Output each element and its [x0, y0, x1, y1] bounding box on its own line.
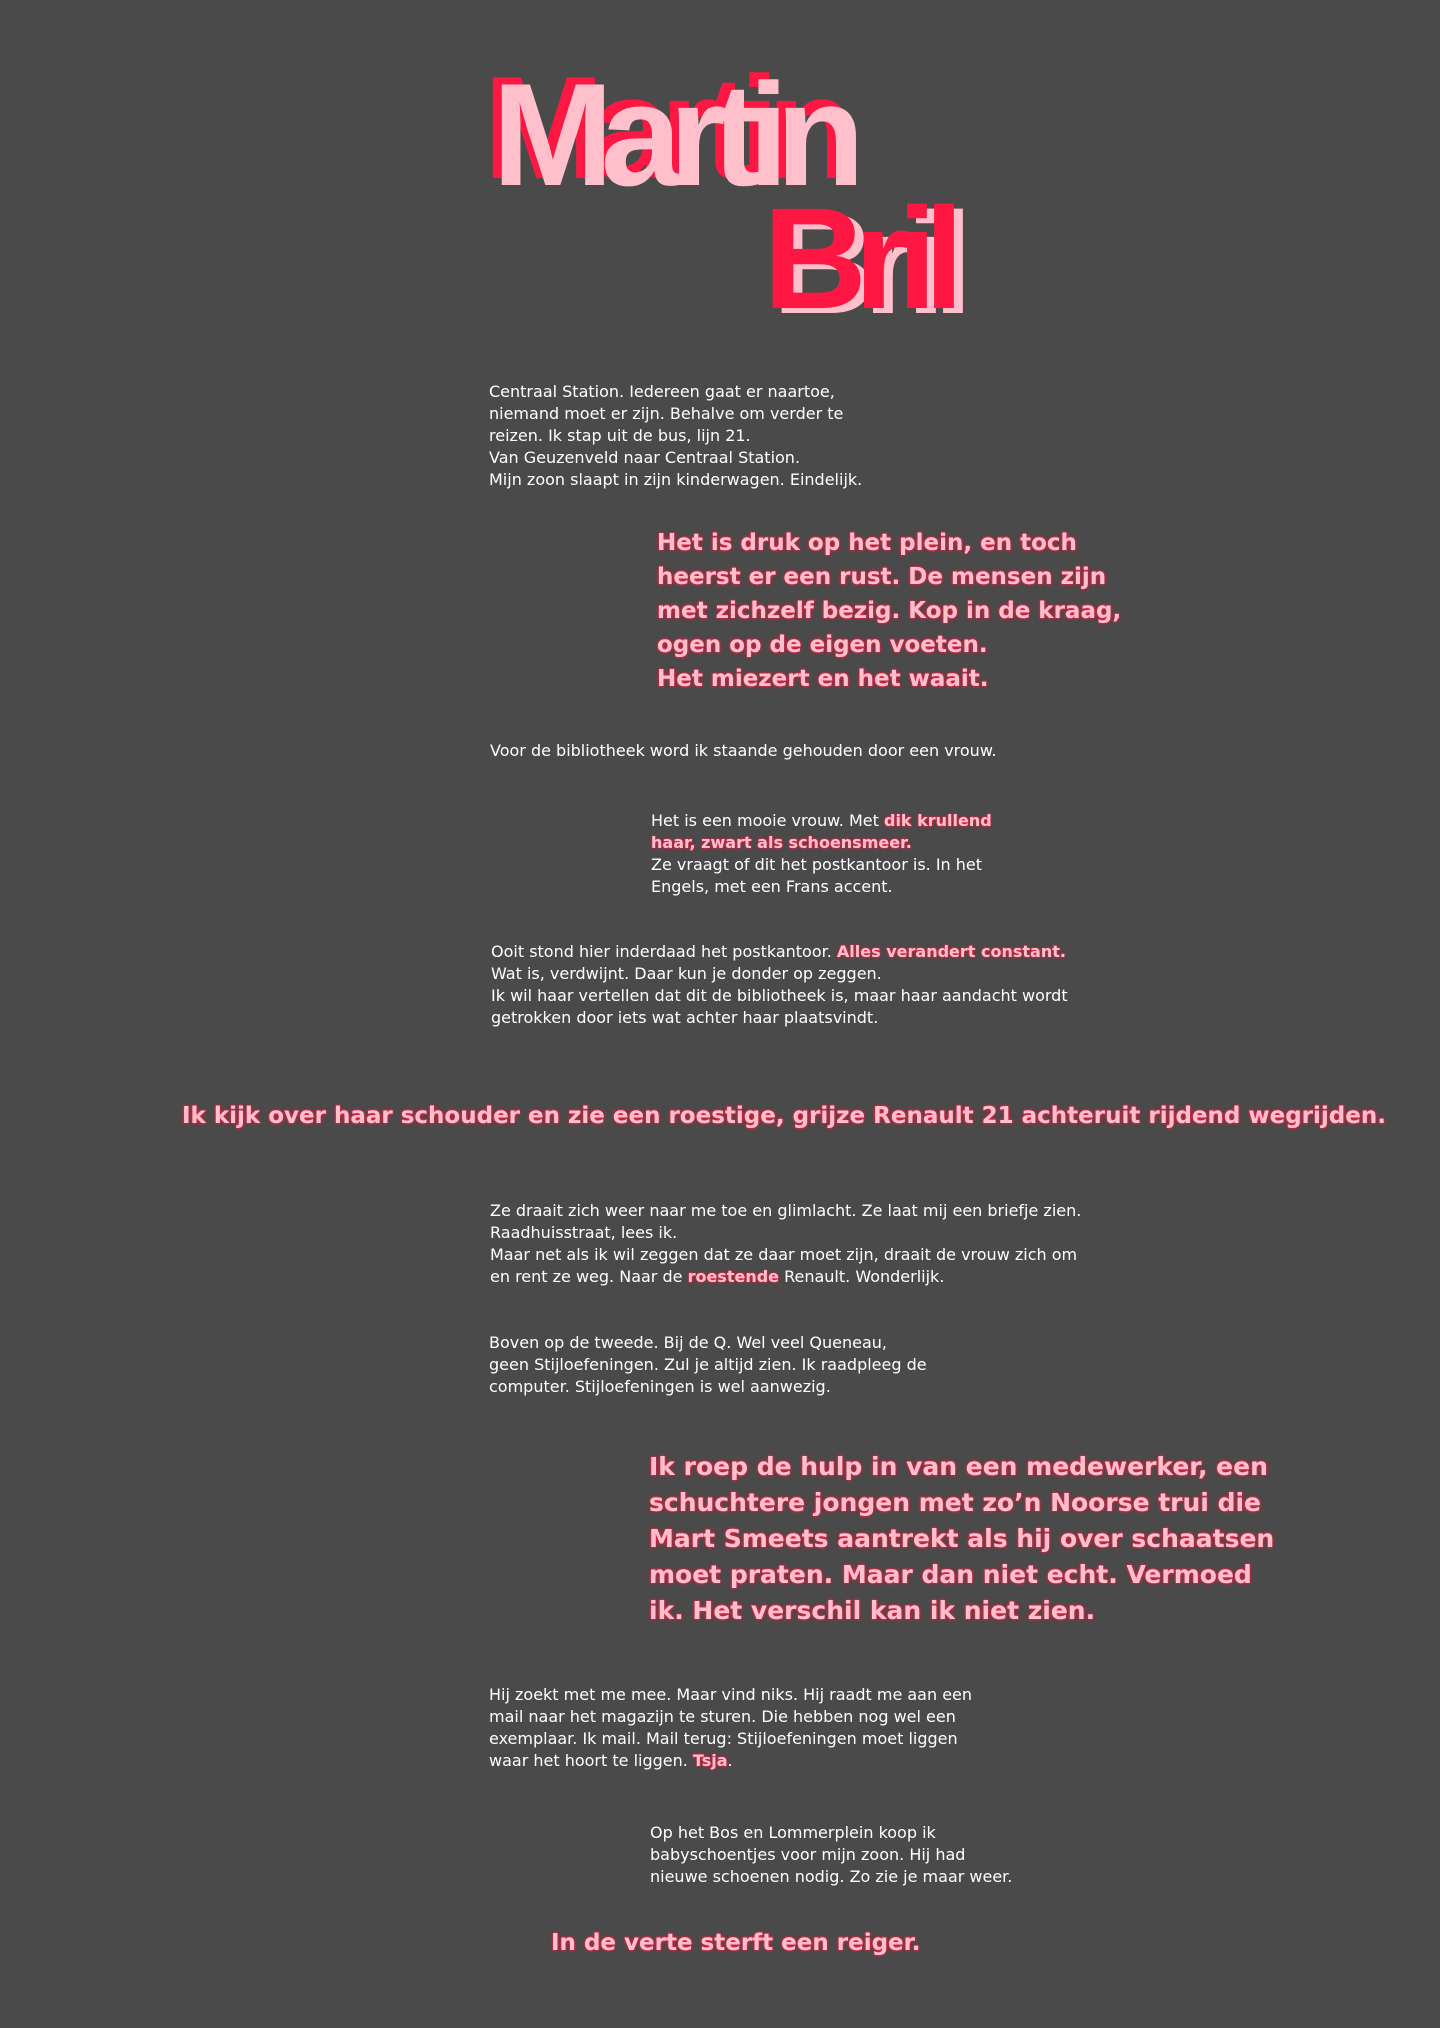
paragraph-bibliotheek	[490, 740, 997, 762]
text-line: Ik wil haar vertellen dat dit de bibliotheek is, maar haar aandacht wordt	[491, 986, 1068, 1005]
text-line: Voor de bibliotheek word ik staande gehouden door een vrouw.	[490, 741, 997, 760]
text-line	[651, 832, 992, 854]
text-line: Raadhuisstraat, lees ik.	[490, 1223, 678, 1242]
text-line: mail naar het magazijn te sturen. Die hebben nog wel een	[489, 1707, 956, 1726]
text-line: Van Geuzenveld naar Centraal Station.	[489, 448, 801, 467]
text-line: nieuwe schoenen nodig. Zo zie je maar weer.	[650, 1867, 1013, 1886]
quote-line: met zichzelf bezig. Kop in de kraag,	[657, 598, 1122, 624]
quote-line: Het miezert en het waait.	[657, 666, 989, 692]
paragraph-mooie-vrouw	[651, 810, 992, 898]
paragraph-magazijn	[489, 1684, 972, 1772]
quote-line: Ik roep de hulp in van een medewerker, een	[649, 1452, 1268, 1481]
paragraph-briefje	[490, 1200, 1081, 1288]
text-plain: Het is een mooie vrouw. Met	[651, 811, 884, 830]
quote-line: ogen op de eigen voeten.	[657, 632, 988, 658]
text-line: Boven op de tweede. Bij de Q. Wel veel Queneau,	[489, 1333, 887, 1352]
paragraph-queneau	[489, 1332, 927, 1398]
text-line: Mijn zoon slaapt in zijn kinderwagen. Eindelijk.	[489, 470, 863, 489]
text-line: babyschoentjes voor mijn zoon. Hij had	[650, 1845, 966, 1864]
paragraph-babyschoentjes	[650, 1822, 1012, 1888]
text-line: exemplaar. Ik mail. Mail terug: Stijloefeningen moet liggen	[489, 1729, 958, 1748]
text-line	[489, 1750, 972, 1772]
text-line: computer. Stijloefeningen is wel aanwezig.	[489, 1377, 831, 1396]
text-line: geen Stijloefeningen. Zul je altijd zien. Ik raadpleeg de	[489, 1355, 927, 1374]
title-last-name: Bril	[763, 178, 952, 339]
text-line: Maar net als ik wil zeggen dat ze daar moet zijn, draait de vrouw zich om	[490, 1245, 1078, 1264]
text-line: getrokken door iets wat achter haar plaatsvindt.	[491, 1008, 879, 1027]
pull-quote-renault	[182, 1099, 1386, 1133]
text-plain: en rent ze weg. Naar de	[490, 1267, 688, 1286]
text-line: niemand moet er zijn. Behalve om verder te	[489, 404, 844, 423]
text-line: Engels, met een Frans accent.	[651, 877, 893, 896]
quote-line: schuchtere jongen met zo’n Noorse trui die	[649, 1488, 1261, 1517]
quote-line: moet praten. Maar dan niet echt. Vermoed	[649, 1560, 1252, 1589]
highlight-text: dik krullend	[883, 811, 992, 830]
text-plain: waar het hoort te liggen.	[489, 1751, 693, 1770]
text-line: Ze draait zich weer naar me toe en glimlacht. Ze laat mij een briefje zien.	[490, 1201, 1082, 1220]
quote-line: Het is druk op het plein, en toch	[657, 530, 1077, 556]
text-line: reizen. Ik stap uit de bus, lijn 21.	[489, 426, 751, 445]
pull-quote-medewerker	[649, 1449, 1274, 1629]
text-plain: .	[727, 1751, 733, 1770]
highlight-text: haar, zwart als schoensmeer.	[651, 833, 912, 852]
text-plain: Ooit stond hier inderdaad het postkantoor.	[491, 942, 837, 961]
title-first-name: Martin	[492, 53, 852, 216]
quote-line: ik. Het verschil kan ik niet zien.	[649, 1596, 1096, 1625]
text-line: Ze vraagt of dit het postkantoor is. In het	[651, 855, 983, 874]
highlight-text: Tsja	[692, 1751, 728, 1770]
quote-line: In de verte sterft een reiger.	[551, 1930, 921, 1956]
highlight-text: roestende	[687, 1267, 780, 1286]
text-line: Centraal Station. Iedereen gaat er naartoe,	[489, 382, 835, 401]
text-line: Hij zoekt met me mee. Maar vind niks. Hij raadt me aan een	[489, 1685, 973, 1704]
quote-line: heerst er een rust. De mensen zijn	[657, 564, 1107, 590]
text-line	[651, 810, 992, 832]
pull-quote-reiger	[551, 1928, 920, 1958]
text-line: Op het Bos en Lommerplein koop ik	[650, 1823, 936, 1842]
pull-quote-plein	[657, 526, 1121, 696]
highlight-text: Alles verandert constant.	[836, 942, 1066, 961]
quote-line: Mart Smeets aantrekt als hij over schaatsen	[649, 1524, 1275, 1553]
text-line: Wat is, verdwijnt. Daar kun je donder op zeggen.	[491, 964, 882, 983]
text-line	[491, 941, 1068, 963]
paragraph-centraal-station	[489, 381, 862, 491]
quote-line: Ik kijk over haar schouder en zie een roestige, grijze Renault 21 achteruit rijdend wegrijden.	[182, 1103, 1386, 1129]
text-plain: Renault. Wonderlijk.	[779, 1267, 945, 1286]
text-line	[490, 1266, 1081, 1288]
paragraph-postkantoor	[491, 941, 1068, 1029]
